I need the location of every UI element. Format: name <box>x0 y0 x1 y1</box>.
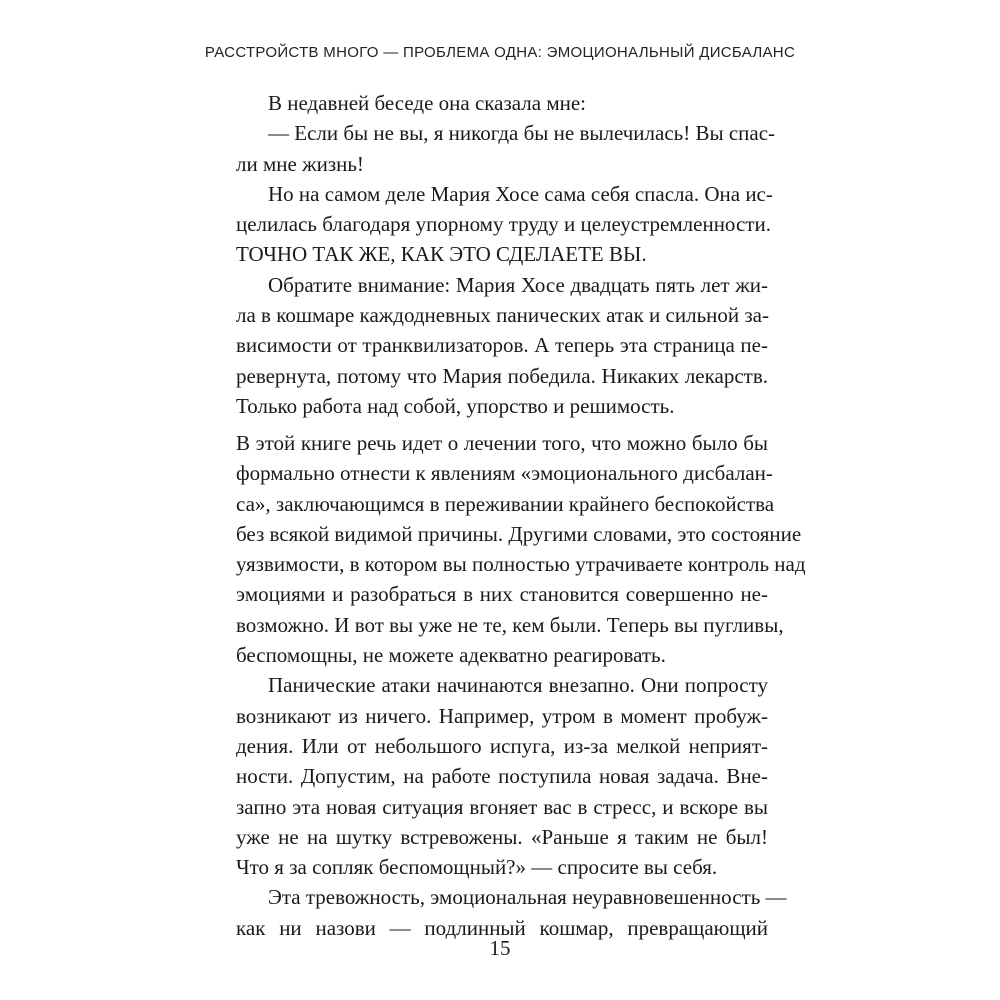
text-line: без всякой видимой причины. Другими словами, это состояние <box>236 521 802 546</box>
text-line: Только работа над собой, упорство и решимость. <box>236 393 675 418</box>
text-line: ТОЧНО ТАК ЖЕ, КАК ЭТО СДЕЛАЕТЕ ВЫ. <box>236 242 647 267</box>
text-line: ности. Допустим, на работе поступила новая задача. Вне- <box>236 764 768 789</box>
running-head: РАССТРОЙСТВ МНОГО — ПРОБЛЕМА ОДНА: ЭМОЦИОНАЛЬНЫЙ ДИСБАЛАНС <box>204 44 796 61</box>
page-number: 15 <box>489 936 511 960</box>
text-line: ла в кошмаре каждодневных панических атак и сильной за- <box>236 303 769 328</box>
text-line: целилась благодаря упорному труду и целеустремленности. <box>236 212 771 237</box>
text-line: висимости от транквилизаторов. А теперь эта страница пе- <box>236 333 768 358</box>
text-line: Эта тревожность, эмоциональная неуравновешенность — <box>268 885 787 910</box>
text-line: са», заключающимся в переживании крайнего беспокойства <box>236 491 775 516</box>
text-line: возможно. И вот вы уже не те, кем были. Теперь вы пугливы, <box>236 612 784 637</box>
text-line: — Если бы не вы, я никогда бы не вылечилась! Вы спас- <box>268 121 776 146</box>
text-line: возникают из ничего. Например, утром в момент пробуж- <box>236 703 768 728</box>
text-line: В этой книге речь идет о лечении того, что можно было бы <box>236 431 768 455</box>
text-line: как ни назови — подлинный кошмар, превращающий <box>236 915 768 940</box>
text-block-lower <box>236 428 806 943</box>
text-line: эмоциями и разобраться в них становится совершенно не- <box>236 582 768 607</box>
text-line: ли мне жизнь! <box>236 151 364 176</box>
text-line: ревернута, потому что Мария победила. Никаких лекарств. <box>236 363 768 388</box>
text-line: запно эта новая ситуация вгоняет вас в стресс, и вскоре вы <box>236 794 768 819</box>
text-block-upper <box>236 88 776 421</box>
text-line: дения. Или от небольшого испуга, из-за мелкой неприят- <box>236 733 768 758</box>
text-line: формально отнести к явлениям «эмоционального дисбалан- <box>236 461 773 486</box>
text-line: В недавней беседе она сказала мне: <box>268 91 587 115</box>
text-line: Панические атаки начинаются внезапно. Они попросту <box>268 673 768 698</box>
text-line: Что я за сопляк беспомощный?» — спросите вы себя. <box>236 855 718 880</box>
text-line: Обратите внимание: Мария Хосе двадцать пять лет жи- <box>268 272 768 297</box>
text-line: Но на самом деле Мария Хосе сама себя спасла. Она ис- <box>268 181 773 206</box>
text-line: уже не на шутку встревожены. «Раньше я таким не был! <box>236 824 768 849</box>
text-line: беспомощны, не можете адекватно реагировать. <box>236 643 666 668</box>
text-line: уязвимости, в котором вы полностью утрачиваете контроль над <box>236 552 806 577</box>
